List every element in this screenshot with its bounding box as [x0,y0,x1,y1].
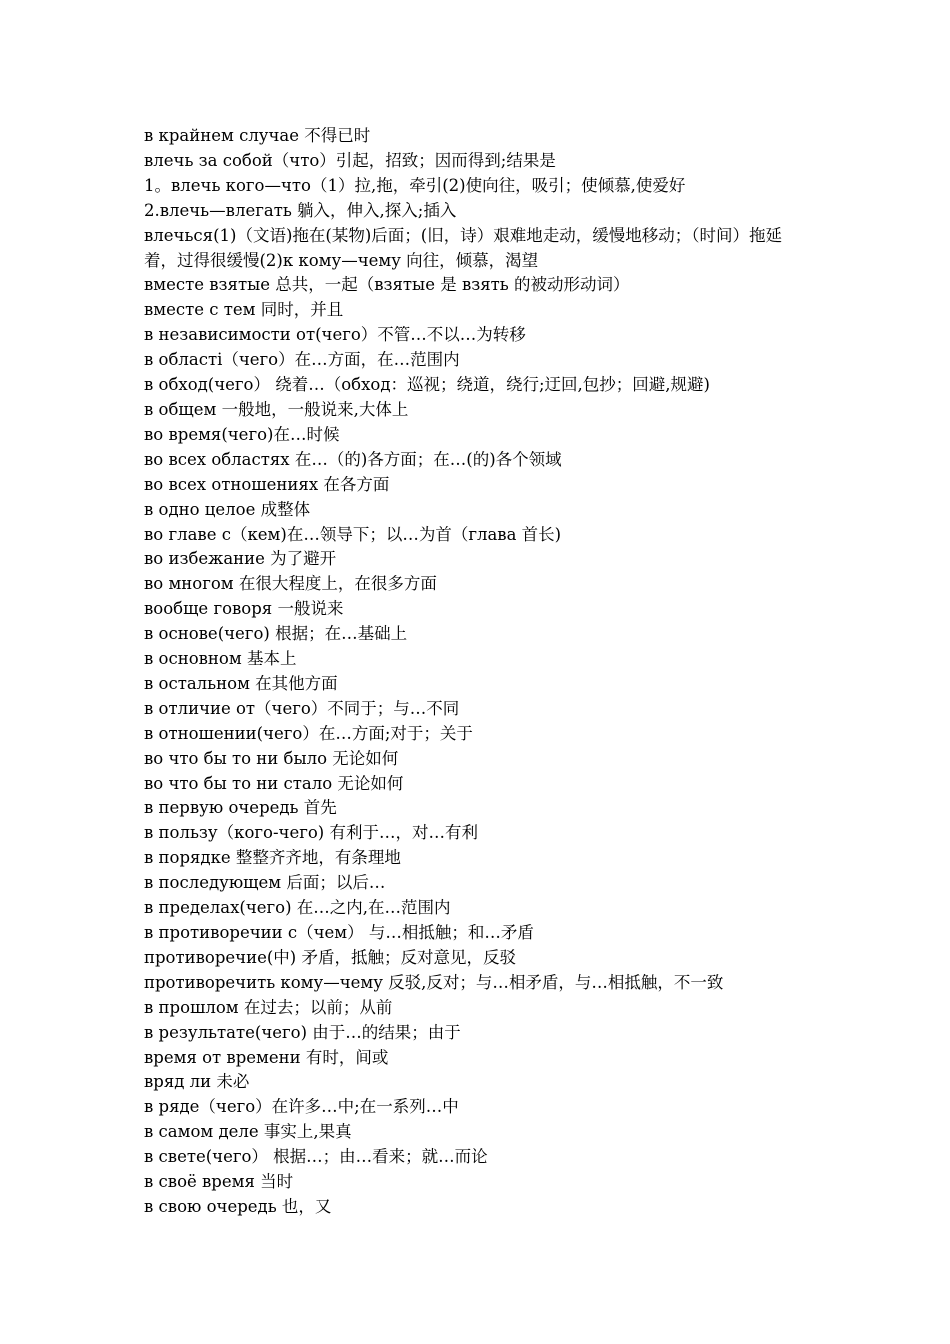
list-item: в основном 基本上 [144,649,297,669]
list-item: в независимости от(чего）不管…不以…为转移 [144,325,526,345]
list-item: в свете(чего） 根据…；由…看来；就…而论 [144,1147,488,1167]
list-item: в первую очередь 首先 [144,798,337,818]
list-item: в последующем 后面；以后… [144,873,386,893]
list-item: во что бы то ни было 无论如何 [144,748,399,768]
list-item: влечься(1)（文语)拖在(某物)后面；(旧，诗）艰难地走动，缓慢地移动；（时间）拖延着，过得很缓慢(2)к кому—чему 向往，倾慕，渴望 [144,225,782,270]
list-item: в свою очередь 也，又 [144,1196,332,1216]
list-item: вместе с тем 同时，并且 [144,300,344,320]
list-item: в пределах(чего) 在…之内,在…范围内 [144,898,451,918]
list-item: во избежание 为了避开 [144,549,337,569]
list-item: в обход(чего） 绕着…（обход：巡视；绕道，绕行;迂回,包抄；回避,规避) [144,375,710,395]
list-item: в отличие от（чего）不同于；与…不同 [144,698,460,718]
list-item: в отношении(чего）在…方面;对于；关于 [144,723,473,743]
list-item: во всех областях 在…（的)各方面；在…(的)各个领域 [144,449,562,469]
list-item: в прошлом 在过去；以前；从前 [144,997,393,1017]
list-item: в своё время 当时 [144,1172,294,1192]
list-item: в крайнем случае 不得已时 [144,126,371,145]
list-item: вместе взятые 总共，一起（взятые 是 взять 的被动形动词） [144,275,630,295]
list-item: в порядке 整整齐齐地，有条理地 [144,848,401,868]
list-item: противоречить кому—чему 反驳,反对；与…相矛盾，与…相抵触，不一致 [144,972,724,992]
list-item: влечь за собой（что）引起，招致；因而得到;结果是 [144,150,556,170]
list-item: в результате(чего) 由于…的结果；由于 [144,1022,461,1042]
list-item: в ряде（чего）在许多…中;在一系列…中 [144,1097,459,1117]
list-item: во главе с（кем)在…领导下；以…为首（глава 首长) [144,524,562,544]
list-item: во многом 在很大程度上，在很多方面 [144,574,437,594]
list-item: вряд ли 未必 [144,1072,250,1092]
list-item: во что бы то ни стало 无论如何 [144,773,404,793]
list-item: противоречие(中) 矛盾，抵触；反对意见，反驳 [144,947,516,967]
list-item: в області（чего）在…方面，在…范围内 [144,350,460,370]
list-item: вообще говоря 一般说来 [144,599,344,619]
list-item: в противоречии с（чем） 与…相抵触；和…矛盾 [144,923,534,942]
list-item: в общем 一般地，一般说来,大体上 [144,399,409,419]
list-item: 1。влечь кого—что（1）拉,拖，牵引(2)使向往，吸引；使倾慕,使爱好 [144,175,686,195]
list-item: 2.влечь—влегать 躺入，伸入,探入;插入 [144,200,457,220]
list-item: в пользу（кого-чего) 有利于…，对…有利 [144,823,478,843]
vocabulary-list [144,124,814,1220]
list-item: время от времени 有时，间或 [144,1047,389,1067]
list-item: в остальном 在其他方面 [144,673,338,693]
list-item: в одно целое 成整体 [144,499,311,519]
list-item: в самом деле 事实上,果真 [144,1122,352,1142]
list-item: в основе(чего) 根据；在…基础上 [144,624,408,644]
list-item: во всех отношениях 在各方面 [144,474,390,494]
list-item: во время(чего)在…时候 [144,424,340,444]
